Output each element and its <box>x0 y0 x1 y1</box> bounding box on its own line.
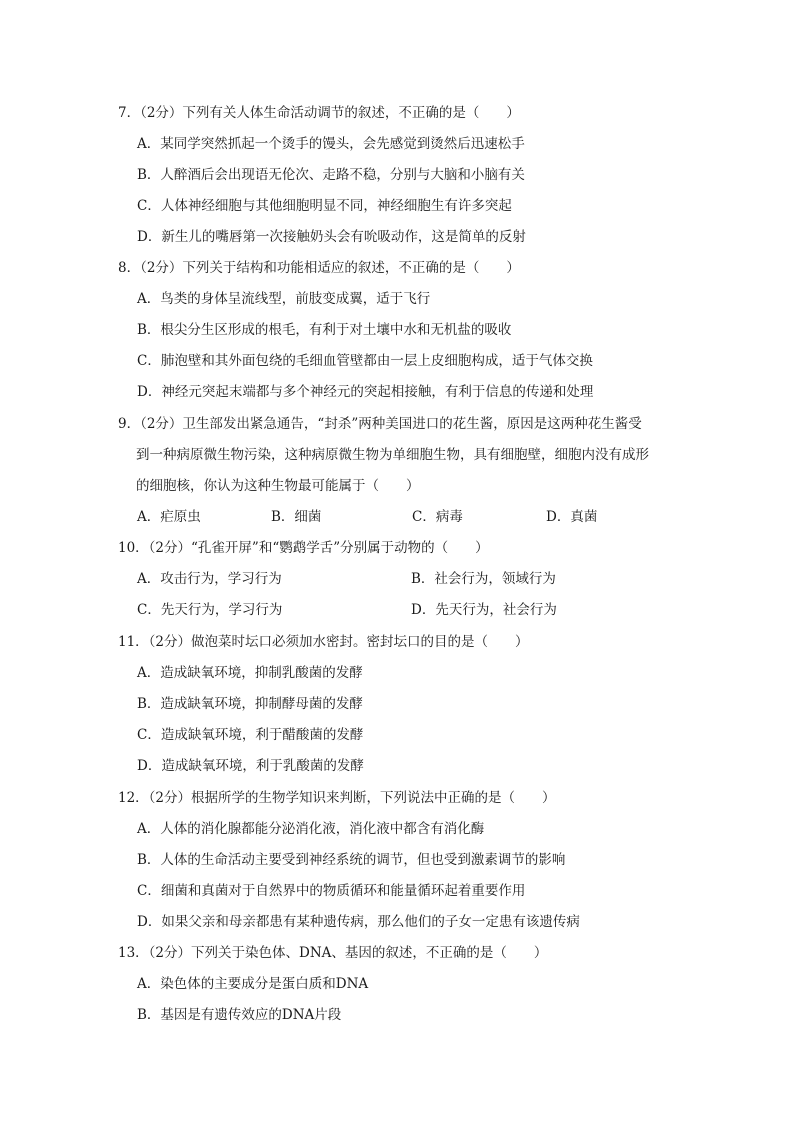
option-b: B．造成缺氧环境，抑制酵母菌的发酵 <box>137 696 363 712</box>
question-13 <box>118 938 678 1031</box>
question-7 <box>118 98 678 253</box>
option-a: A．鸟类的身体呈流线型，前肢变成翼，适于飞行 <box>137 291 431 307</box>
option-b: B．细菌 <box>271 509 322 525</box>
options-row-1 <box>118 564 678 595</box>
question-10 <box>118 533 678 626</box>
option-c: C．人体神经细胞与其他细胞明显不同，神经细胞生有许多突起 <box>137 198 512 214</box>
option-a: A．某同学突然抓起一个烫手的馒头，会先感觉到烫然后迅速松手 <box>137 136 525 152</box>
option-d: D．真菌 <box>546 509 598 525</box>
question-11 <box>118 627 678 782</box>
option-b: B．人体的生命活动主要受到神经系统的调节，但也受到激素调节的影响 <box>137 852 566 868</box>
question-9 <box>118 409 678 533</box>
option-c: C．先天行为，学习行为 <box>137 602 283 618</box>
option-d: D．造成缺氧环境，利于乳酸菌的发酵 <box>137 758 364 774</box>
question-stem-line-1: 9．（2分）卫生部发出紧急通告，“封杀”两种美国进口的花生酱，原因是这两种花生酱受 <box>118 416 642 432</box>
option-d: D．如果父亲和母亲都患有某种遗传病，那么他们的子女一定患有该遗传病 <box>137 914 580 930</box>
option-a: A．疟原虫 <box>137 509 201 525</box>
question-12 <box>118 783 678 938</box>
option-d: D．先天行为，社会行为 <box>411 602 557 618</box>
question-stem: 7．（2分）下列有关人体生命活动调节的叙述，不正确的是（ ） <box>118 105 520 121</box>
option-a: A．造成缺氧环境，抑制乳酸菌的发酵 <box>137 665 363 681</box>
question-8 <box>118 253 678 408</box>
question-stem: 10．（2分）“孔雀开屏”和“鹦鹉学舌”分别属于动物的（ ） <box>118 540 489 556</box>
option-c: C．细菌和真菌对于自然界中的物质循环和能量循环起着重要作用 <box>137 883 526 899</box>
option-c: C．造成缺氧环境，利于醋酸菌的发酵 <box>137 727 364 743</box>
question-stem: 12．（2分）根据所学的生物学知识来判断，下列说法中正确的是（ ） <box>118 790 556 806</box>
option-d: D．新生儿的嘴唇第一次接触奶头会有吮吸动作，这是简单的反射 <box>137 229 526 245</box>
option-c: C．病毒 <box>412 509 463 525</box>
options-row-2 <box>118 595 678 626</box>
options-row <box>118 502 678 533</box>
question-stem: 13．（2分）下列关于染色体、DNA、基因的叙述，不正确的是（ ） <box>118 945 548 961</box>
question-stem: 11．（2分）做泡菜时坛口必须加水密封。密封坛口的目的是（ ） <box>118 634 529 650</box>
option-c: C．肺泡壁和其外面包绕的毛细血管壁都由一层上皮细胞构成，适于气体交换 <box>137 353 593 369</box>
question-stem-line-2: 到一种病原微生物污染，这种病原微生物为单细胞生物，具有细胞壁，细胞内没有成形 <box>136 447 649 463</box>
option-b: B．基因是有遗传效应的DNA片段 <box>137 1007 342 1023</box>
option-b: B．人醉酒后会出现语无伦次、走路不稳，分别与大脑和小脑有关 <box>137 167 525 183</box>
option-a: A．人体的消化腺都能分泌消化液，消化液中都含有消化酶 <box>137 821 485 837</box>
option-d: D．神经元突起末端都与多个神经元的突起相接触，有利于信息的传递和处理 <box>137 384 594 400</box>
option-b: B．根尖分生区形成的根毛，有利于对土壤中水和无机盐的吸收 <box>137 322 512 338</box>
question-stem: 8．（2分）下列关于结构和功能相适应的叙述，不正确的是（ ） <box>118 260 520 276</box>
question-stem-line-3: 的细胞核，你认为这种生物最可能属于（ ） <box>136 478 420 494</box>
option-a: A．攻击行为，学习行为 <box>137 571 282 587</box>
option-a: A．染色体的主要成分是蛋白质和DNA <box>137 976 369 992</box>
option-b: B．社会行为，领域行为 <box>411 571 556 587</box>
